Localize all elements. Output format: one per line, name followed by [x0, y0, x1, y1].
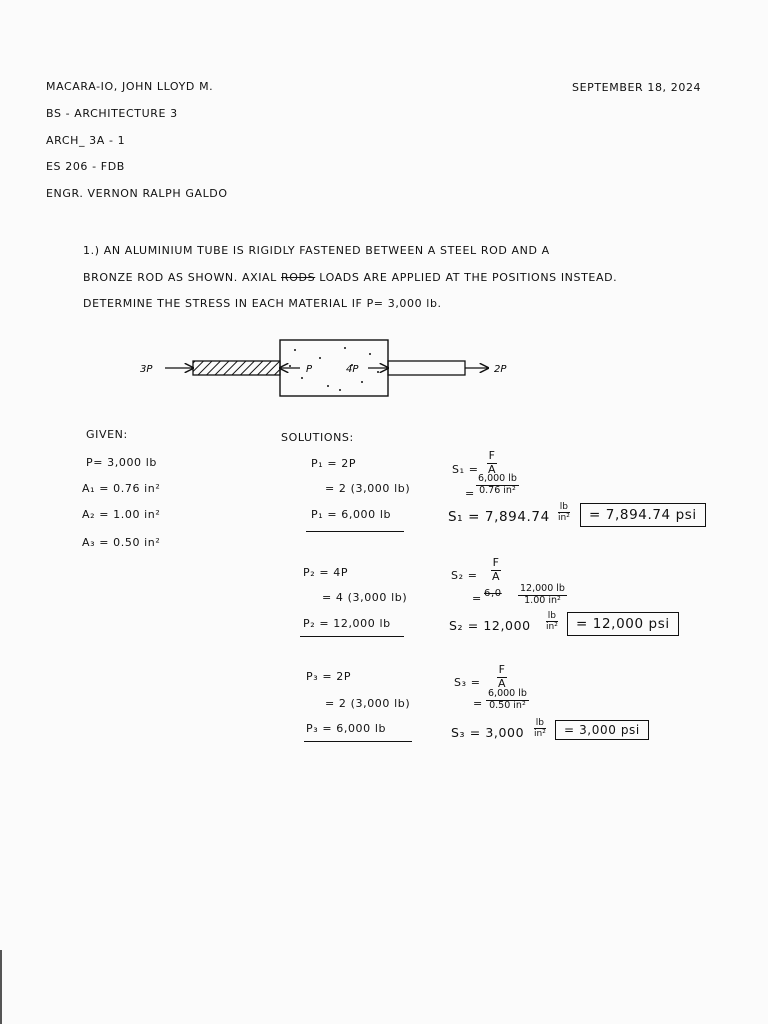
load-label-4p: 4P [346, 364, 359, 375]
p1-underline [306, 531, 404, 532]
s2-result: S₂ = 12,000 [449, 618, 531, 633]
p3-underline [304, 741, 412, 742]
p3-result: P₃ = 6,000 lb [306, 722, 387, 735]
s2-substitution: $\frac{12,000 lb}{\text{1.00 in²}}$ [520, 583, 565, 606]
p3-line-2: = 2 (3,000 lb) [325, 697, 411, 710]
s3-unit: $\frac{lb}{\text{in²}}$ [534, 718, 546, 740]
p1-line-1: P₁ = 2P [311, 457, 357, 470]
s3-result: S₃ = 3,000 [451, 725, 525, 740]
section: ARCH_ 3A - 1 [46, 134, 126, 147]
load-label-2p: 2P [494, 364, 507, 375]
s3-answer-box: = 3,000 psi [555, 720, 649, 740]
scan-edge [0, 950, 2, 1024]
s2-struck: 6,0 [484, 588, 502, 599]
problem-line-1 [83, 244, 550, 257]
s3-substitution: $\frac{6,000 lb}{\text{0.50 in²}}$ [488, 688, 527, 711]
p2-result: P₂ = 12,000 lb [303, 617, 391, 630]
p1-result: P₁ = 6,000 lb [311, 508, 392, 521]
s2-answer-box: = 12,000 psi [567, 612, 679, 636]
load-label-p: P [306, 364, 313, 375]
p2-underline [300, 636, 404, 637]
p2-line-2: = 4 (3,000 lb) [322, 591, 408, 604]
struck-word: RODS [281, 271, 316, 284]
given-p: P= 3,000 lb [86, 456, 157, 469]
solutions-heading: SOLUTIONS: [281, 431, 354, 444]
steel-rod [193, 361, 280, 375]
given-a3: A₃ = 0.50 in² [82, 536, 161, 549]
problem-line-3: DETERMINE THE STRESS IN EACH MATERIAL IF P= 3,000 lb. [83, 297, 442, 310]
given-heading: GIVEN: [86, 428, 128, 441]
s2-formula-frac: $\frac{F}{A}$ [492, 556, 500, 583]
given-a1: A₁ = 0.76 in² [82, 482, 161, 495]
p1-line-2: = 2 (3,000 lb) [325, 482, 411, 495]
s1-result: S₁ = 7,894.74 [448, 509, 550, 525]
given-a2: A₂ = 1.00 in² [82, 508, 161, 521]
instructor: ENGR. VERNON RALPH GALDO [46, 187, 228, 200]
s1-formula-lhs: S₁ = [452, 463, 479, 476]
s1-answer-box: = 7,894.74 psi [580, 503, 706, 527]
rod-tube-diagram [130, 332, 530, 402]
problem-text-1: AN ALUMINIUM TUBE IS RIGIDLY FASTENED BETWEEN A STEEL ROD AND A [103, 244, 550, 257]
problem-line-2: BRONZE ROD AS SHOWN. AXIAL RODS LOADS ARE APPLIED AT THE POSITIONS INSTEAD. [83, 271, 618, 284]
s2-unit: $\frac{lb}{\text{in²}}$ [546, 611, 558, 633]
date: SEPTEMBER 18, 2024 [572, 81, 702, 94]
student-name: MACARA-IO, JOHN LLOYD M. [46, 80, 214, 93]
s3-formula-lhs: S₃ = [454, 676, 481, 689]
course: ES 206 - FDB [46, 160, 125, 173]
s1-formula-frac: $\frac{F}{A}$ [488, 449, 496, 476]
s3-formula-frac: $\frac{F}{A}$ [498, 663, 506, 690]
program: BS - ARCHITECTURE 3 [46, 107, 178, 120]
load-label-3p: 3P [140, 364, 153, 375]
s1-substitution: $\frac{6,000 lb}{\text{0.76 in²}}$ [478, 473, 517, 496]
p2-line-1: P₂ = 4P [303, 566, 349, 579]
p3-line-1: P₃ = 2P [306, 670, 352, 683]
bronze-rod [388, 361, 465, 375]
s2-formula-lhs: S₂ = [451, 569, 478, 582]
s1-unit: $\frac{lb}{\text{in²}}$ [558, 502, 570, 524]
problem-number: 1.) [83, 244, 100, 257]
